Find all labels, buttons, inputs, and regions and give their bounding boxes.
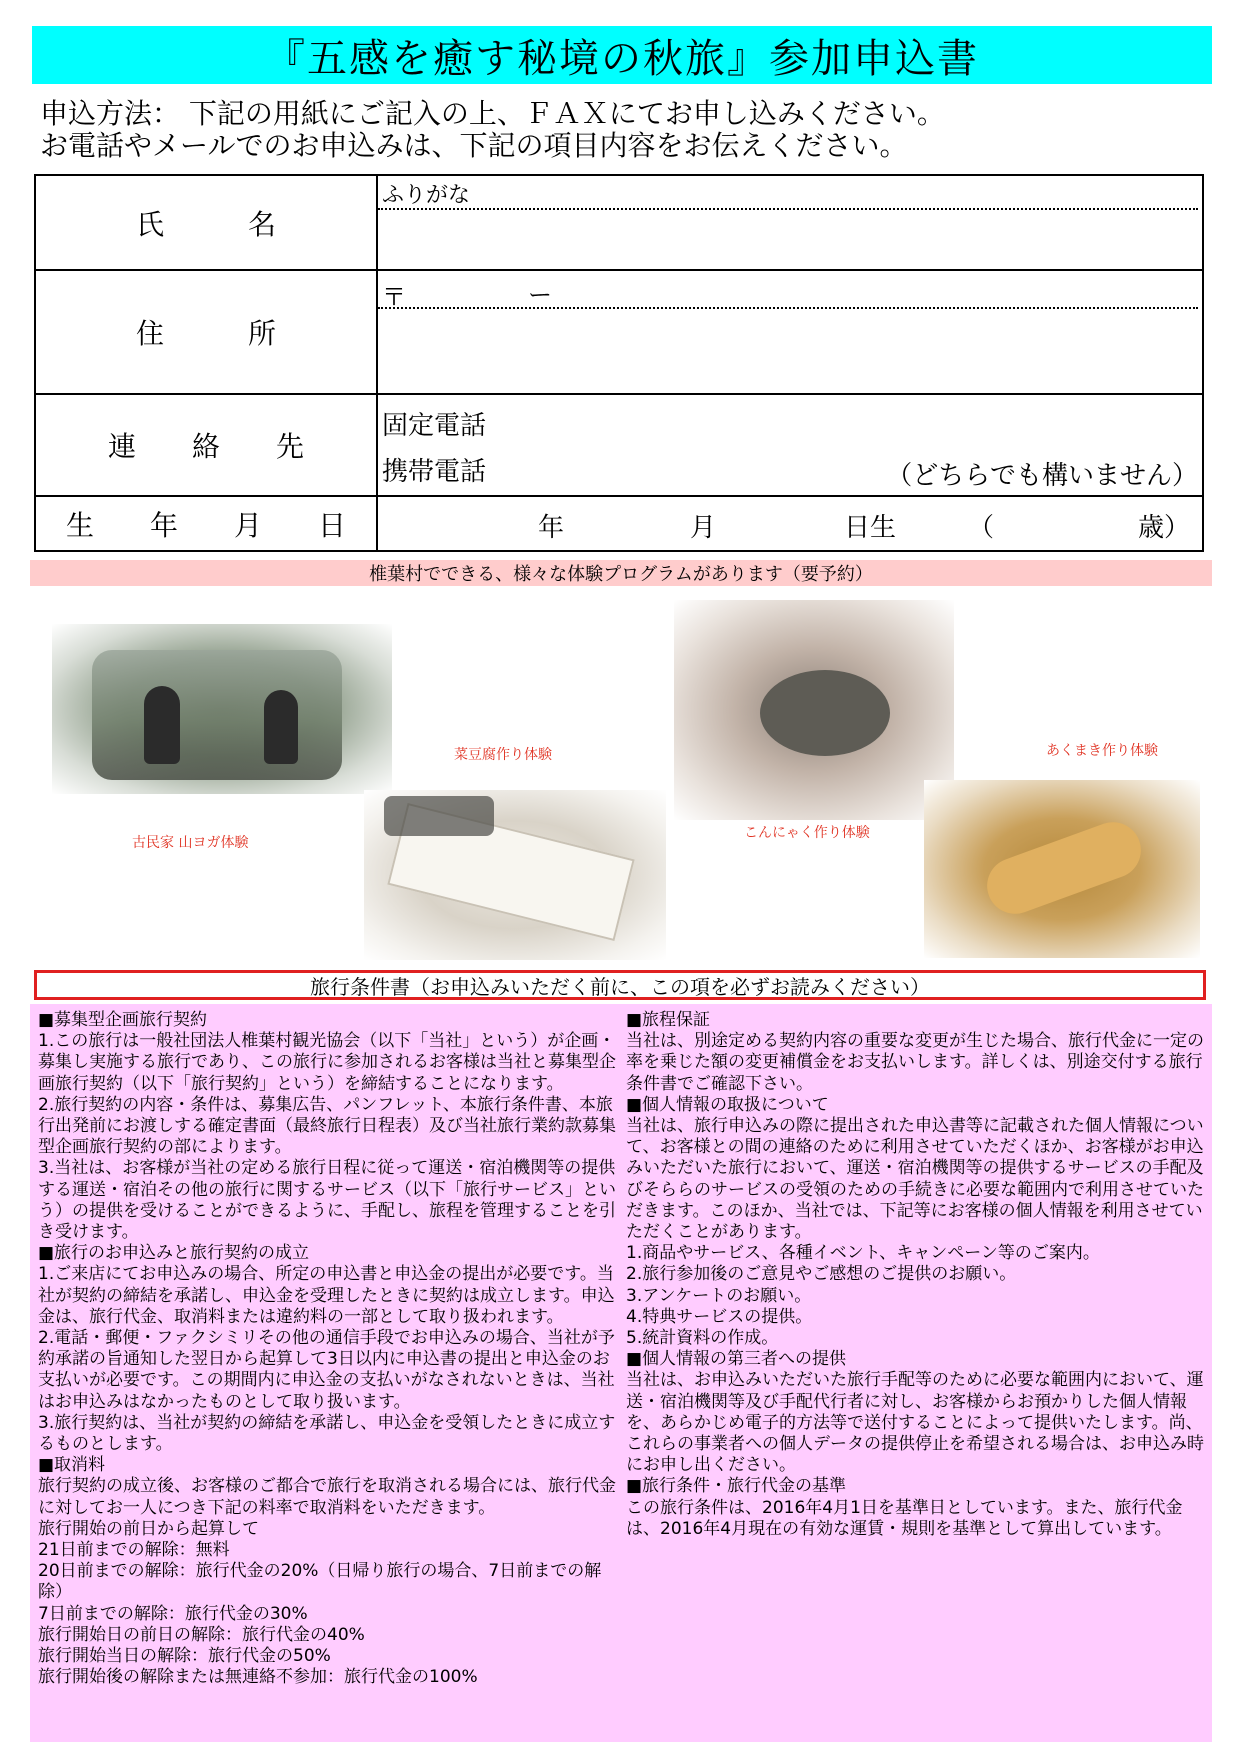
terms-heading: ■個人情報の取扱について xyxy=(626,1094,829,1115)
form-title-text: 『五感を癒す秘境の秋旅』参加申込書 xyxy=(265,35,979,82)
terms-paragraph: 当社は、旅行申込みの際に提出された申込書等に記載された個人情報について、お客様との間の連絡のために利用させていただくほか、お客様がお申込みいただいた旅行において、運送・宿泊機関等の提供するサービスの手配及びそららのサービスの受領のための手続きに必要な範囲内で利用させていただきます。このほか、当社では、下記等にお客様の個人情報を利用させていただくことがあります。 xyxy=(626,1116,1204,1243)
terms-paragraph: 20日前までの解除：旅行代金の20%（日帰り旅行の場合、7日前までの解除） xyxy=(38,1561,602,1603)
terms-heading: ■旅程保証 xyxy=(626,1010,711,1030)
birthday-row xyxy=(36,497,1202,550)
terms-paragraph: 1.この旅行は一般社団法人椎葉村観光協会（以下「当社」という）が企画・募集し実施する旅行であり、この旅行に参加されるお客様は当社と募集型企画旅行契約（以下「旅行契約」という）を締結することになります。 xyxy=(38,1031,616,1094)
terms-heading: ■旅行条件・旅行代金の基準 xyxy=(626,1476,847,1497)
name-row xyxy=(36,176,1202,271)
terms-paragraph: 1.ご来店にてお申込みの場合、所定の申込書と申込金の提出が必要です。当社が契約の締結を承諾し、申込金を受理したときに契約は成立します。申込金は、旅行代金、取消料または違約料の一部として取り扱われます。 xyxy=(38,1264,615,1327)
terms-paragraph: 7日前までの解除：旅行代金の30% xyxy=(38,1603,308,1624)
method-line-1: 申込方法： 下記の用紙にご記入の上、ＦＡＸにてお申し込みください。 xyxy=(40,97,945,130)
terms-paragraph: 5.統計資料の作成。 xyxy=(626,1328,779,1349)
postal-divider xyxy=(378,307,1198,309)
terms-paragraph: 3.当社は、お客様が当社の定める旅行日程に従って運送・宿泊機関等の提供する運送・宿泊その他の旅行に関するサービス（以下「旅行サービス」という）の提供を受けることができるように、手配し、旅程を管理することを引き受けます。 xyxy=(38,1158,616,1243)
age-open: （ xyxy=(968,513,995,543)
method-line-2: お電話やメールでのお申込みは、下記の項目内容をお伝えください。 xyxy=(40,129,908,162)
terms-paragraph: 1.商品やサービス、各種イベント、キャンペーン等のご案内。 xyxy=(626,1243,1100,1264)
either-ok-note: （どちらでも構いません） xyxy=(886,461,1198,491)
terms-paragraph: 2.旅行参加後のご意見やご感想のご提供のお願い。 xyxy=(626,1264,1017,1285)
konnyaku-caption: こんにゃく作り体験 xyxy=(744,825,870,841)
contact-field[interactable] xyxy=(378,395,1202,495)
terms-paragraph: この旅行条件は、2016年4月1日を基準日としています。また、旅行代金は、2016年4月現在の有効な運賃・規則を基準として算出しています。 xyxy=(626,1497,1183,1539)
terms-paragraph: 当社は、別途定める契約内容の重要な変更が生じた場合、旅行代金に一定の率を乗じた額の変更補償金をお支払いします。詳しくは、別途交付する旅行条件書でご確認下さい。 xyxy=(626,1031,1204,1094)
terms-paragraph: 旅行開始の前日から起算して xyxy=(38,1518,259,1539)
contact-label: 連 絡 先 xyxy=(36,395,378,495)
postal-dash: ー xyxy=(528,281,552,309)
terms-paragraph: 2.電話・郵便・ファクシミリその他の通信手段でお申込みの場合、当社が予約承諾の旨通知した翌日から起算して3日以内に申込書の提出と申込金のお支払いが必要です。この期間内に申込金の支払いがなされないときは、当社はお申込みはなかったものとして取り扱います。 xyxy=(38,1328,615,1412)
travel-terms-header xyxy=(34,970,1206,1000)
tofu-photo xyxy=(364,790,666,960)
terms-paragraph: 旅行契約の成立後、お客様のご都合で旅行を取消される場合には、旅行代金に対してお一人につき下記の料率で取消料をいただきます。 xyxy=(38,1476,616,1518)
landline-label: 固定電話 xyxy=(382,411,487,441)
terms-heading: ■募集型企画旅行契約 xyxy=(38,1010,208,1030)
terms-heading: ■個人情報の第三者への提供 xyxy=(626,1349,847,1370)
terms-left-column xyxy=(38,1010,621,1689)
furigana-label: ふりがな xyxy=(382,183,471,208)
terms-paragraph: 旅行開始日の前日の解除：旅行代金の40% xyxy=(38,1624,365,1645)
terms-paragraph: 4.特典サービスの提供。 xyxy=(626,1306,813,1327)
yoga-photo xyxy=(52,624,392,794)
mobile-label: 携帯電話 xyxy=(382,457,487,487)
travel-terms-header-text: 旅行条件書（お申込みいただく前に、この項を必ずお読みください） xyxy=(310,974,930,999)
application-method xyxy=(40,98,1220,162)
contact-row xyxy=(36,395,1202,497)
address-row xyxy=(36,271,1202,395)
akumaki-photo xyxy=(924,780,1200,958)
terms-right-column xyxy=(626,1010,1209,1540)
terms-heading: ■旅行のお申込みと旅行契約の成立 xyxy=(38,1243,310,1264)
yoga-caption: 古民家 山ヨガ体験 xyxy=(132,835,249,851)
travel-terms-body xyxy=(30,1004,1212,1742)
age-close: 歳） xyxy=(1138,513,1191,543)
form-title xyxy=(32,26,1212,84)
terms-paragraph: 旅行開始当日の解除：旅行代金の50% xyxy=(38,1646,331,1667)
year-label: 年 xyxy=(538,513,565,543)
furigana-divider xyxy=(378,208,1198,210)
terms-paragraph: 2.旅行契約の内容・条件は、募集広告、パンフレット、本旅行条件書、本旅行出発前にお渡しする確定書面（最終旅行日程表）及び当社旅行業約款募集型企画旅行契約の部によります。 xyxy=(38,1094,616,1158)
application-form xyxy=(34,174,1204,552)
postal-mark: 〒 xyxy=(382,283,406,311)
name-field[interactable] xyxy=(378,176,1202,269)
address-field[interactable] xyxy=(378,271,1202,393)
konnyaku-photo xyxy=(674,600,954,820)
terms-heading: ■取消料 xyxy=(38,1455,106,1476)
birthday-field[interactable] xyxy=(378,497,1202,550)
terms-paragraph: 3.旅行契約は、当社が契約の締結を承諾し、申込金を受領したときに成立するものとします。 xyxy=(38,1412,616,1455)
terms-paragraph: 21日前までの解除：無料 xyxy=(38,1540,230,1561)
birthday-label: 生 年 月 日 xyxy=(36,497,378,550)
terms-paragraph: 当社は、お申込みいただいた旅行手配等のために必要な範囲内において、運送・宿泊機関等及び手配代行者に対し、お客様からお預かりした個人情報を、あらかじめ電子的方法等で送付することによって提供いたします。尚、これらの事業者への個人データの提供停止を希望される場合は、お申込み時にお申し出ください。 xyxy=(626,1370,1204,1476)
address-label: 住 所 xyxy=(36,271,378,393)
month-label: 月 xyxy=(690,513,717,543)
terms-paragraph: 3.アンケートのお願い。 xyxy=(626,1285,812,1306)
name-label: 氏 名 xyxy=(36,176,378,269)
terms-paragraph: 旅行開始後の解除または無連絡不参加：旅行代金の100% xyxy=(38,1667,478,1688)
experience-banner-text: 椎葉村でできる、様々な体験プログラムがあります（要予約） xyxy=(369,564,873,585)
akumaki-caption: あくまき作り体験 xyxy=(1046,743,1158,759)
experience-banner xyxy=(30,560,1212,586)
day-label: 日生 xyxy=(844,513,897,543)
tofu-caption: 菜豆腐作り体験 xyxy=(454,747,552,763)
